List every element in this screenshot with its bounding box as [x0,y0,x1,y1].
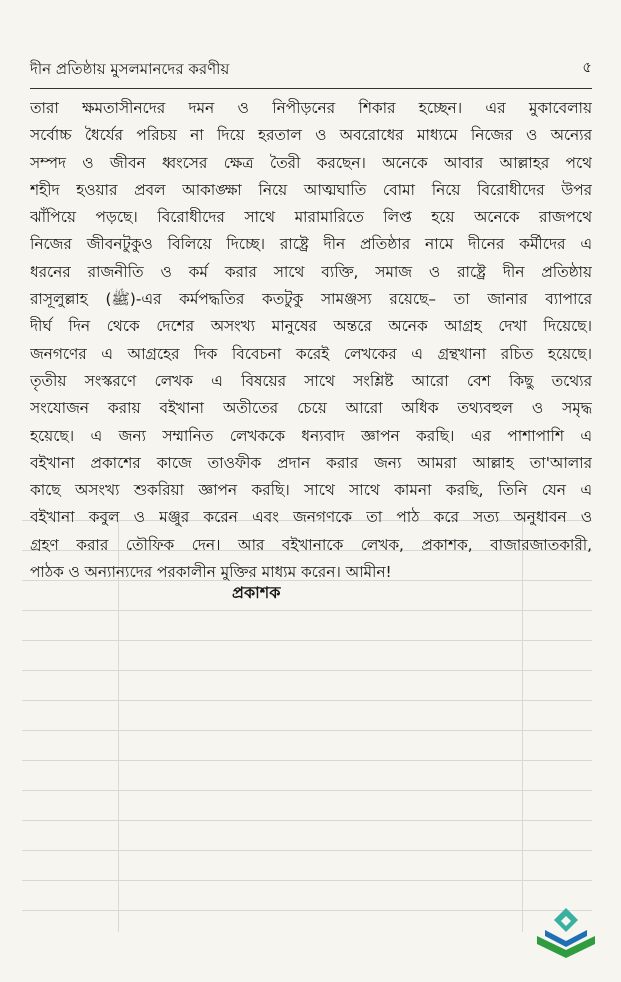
bleed-row [22,610,592,641]
body-paragraph [30,95,592,586]
body-line: তারা ক্ষমতাসীনদের দমন ও নিপীড়নের শিকার হচ্ছেন। এর মুকাবেলায় [30,99,592,117]
body-line: হয়েছে। এ জন্য সম্মানিত লেখককে ধন্যবাদ জ্ঞাপন করছি। এর পাশাপাশি এ [30,426,592,445]
bleed-row [22,880,592,911]
body-line: ধরনের রাজনীতি ও কর্ম করার সাথে ব্যক্তি, সমাজ ও রাষ্ট্রে দীন প্রতিষ্ঠায় [30,262,592,281]
bleed-row [22,700,592,731]
bleed-row [22,640,592,671]
body-line: পাঠক ও অন্যান্যদের পরকালীন মুক্তির মাধ্যম করেন। আমীন! [30,563,392,582]
body-line: বইখানা কবুল ও মঞ্জুর করেন এবং জনগণকে তা পাঠ করে সত্য অনুধাবন ও [30,508,592,527]
body-line: গ্রহণ করার তৌফিক দেন। আর বইখানাকে লেখক, প্রকাশক, বাজারজাতকারী, [30,535,592,554]
publisher-signature: প্রকাশক [232,583,281,602]
running-header-title: দীন প্রতিষ্ঠায় মুসলমানদের করণীয় [30,60,230,78]
header-divider [30,88,592,89]
bleed-row [22,670,592,701]
body-line: তৃতীয় সংস্করণে লেখক এ বিষয়ের সাথে সংশ্লিষ্ট আরো বেশ কিছু তথ্যের [30,371,592,390]
body-line: রাসূলুল্লাহ (ﷺ)-এর কর্মপদ্ধতির কতটুকু সামঞ্জস্য রয়েছে– তা জানার ব্যাপারে [30,290,592,309]
bleed-row [22,910,592,941]
body-line: কাছে অসংখ্য শুকরিয়া জ্ঞাপন করছি। সাথে সাথে কামনা করছি, তিনি যেন এ [30,481,592,500]
bleed-row [22,790,592,821]
body-line: শহীদ হওয়ার প্রবল আকাঙ্ক্ষা নিয়ে আত্মঘাতি বোমা নিয়ে বিরোধীদের উপর [30,180,592,199]
page-number: ৫ [582,58,592,76]
body-line: সংযোজন করায় বইখানা অতীতের চেয়ে আরো অধিক তথ্যবহুল ও সমৃদ্ধ [30,399,592,418]
body-line: সম্পদ ও জীবন ধ্বংসের ক্ষেত্র তৈরী করছেন। অনেকে আবার আল্লাহর পথে [30,153,592,172]
bleed-row [22,850,592,881]
body-line: সর্বোচ্চ ধৈর্যের পরিচয় না দিয়ে হরতাল ও অবরোধের মাধ্যমে নিজের ও অন্যের [30,126,592,145]
body-line: দীর্ঘ দিন থেকে দেশের অসংখ্য মানুষের অন্তরে অনেক আগ্রহ দেখা দিয়েছে। [30,317,592,336]
bleed-row [22,730,592,761]
body-line: ঝাঁপিয়ে পড়ছে। বিরোধীদের সাথে মারামারিতে লিপ্ত হয়ে অনেকে রাজপথে [30,208,592,227]
bleed-row [22,760,592,791]
body-line: বইখানা প্রকাশের কাজে তাওফীক প্রদান করার জন্য আমরা আল্লাহ তা'আলার [30,453,592,472]
running-header [30,50,592,84]
body-line: নিজের জীবনটুকুও বিলিয়ে দিচ্ছে। রাষ্ট্রে দীন প্রতিষ্ঠার নামে দীনের কর্মীদের এ [30,235,592,254]
bleed-row [22,820,592,851]
book-chevron-logo-icon [533,906,599,962]
body-line: জনগণের এ আগ্রহের দিক বিবেচনা করেই লেখকের এ গ্রন্থখানা রচিত হয়েছে। [30,344,592,363]
